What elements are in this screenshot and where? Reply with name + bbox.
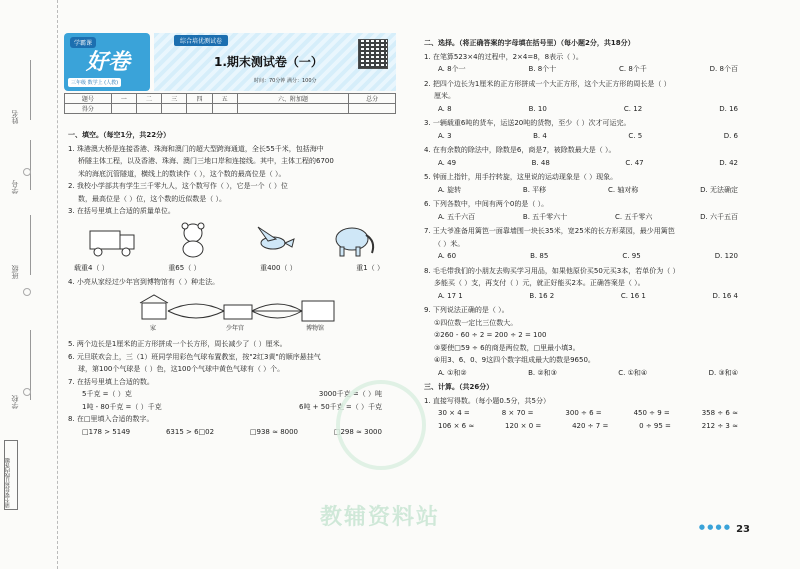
page-dots: ● ● ● ● (698, 523, 730, 531)
question-text: 数，最高位是（ ）位，这个数的近似数是（ ）。 (78, 194, 226, 203)
score-value-row (65, 104, 396, 114)
option: B. 五千零六十 (522, 212, 568, 221)
question-text: 桥隧主体工程，以及香港、珠海、澳门三地口岸和连接线。其中，主体工程的6700 (78, 157, 334, 165)
option: B. 8个十 (528, 65, 557, 73)
option: D. 无法确定 (700, 185, 738, 194)
option-row (438, 158, 738, 169)
calc-item: 5千克 =（ ）克 (82, 390, 132, 398)
table-cell: 二 (136, 94, 161, 104)
option-row (438, 185, 738, 196)
score-input-cell[interactable] (187, 104, 212, 114)
calc-item: 120 × 0 = (505, 421, 542, 430)
binding-id-label: 学号 (11, 180, 19, 194)
route-label-home: 家 (150, 324, 157, 332)
route-diagram (138, 293, 338, 333)
option: C. 8个千 (619, 65, 647, 73)
route-label-youth: 少年宫 (226, 324, 245, 332)
table-cell: 题号 (65, 94, 112, 104)
table-cell: 六、附加题 (237, 94, 348, 104)
qr-code-icon (358, 39, 388, 69)
bird-label: 重400（ ） (260, 263, 297, 272)
watermark-text: 教辅资料站 (320, 505, 441, 530)
option: B. 平移 (522, 185, 547, 194)
option: A. ①和② (438, 368, 467, 377)
calc-item: 6315 > 6□02 (165, 427, 215, 436)
calc-item: 106 × 6 ≈ (438, 421, 475, 430)
question-text: 3. 在括号里填上合适的质量单位。 (68, 207, 175, 215)
route-label-museum: 博物馆 (306, 324, 325, 332)
score-input-cell[interactable] (136, 104, 161, 114)
option: C. ①和④ (618, 368, 648, 377)
calc-row (438, 421, 738, 432)
question-text: 球，第100个气球是（ ）色，这100个气球中黄色气球有（ ）个。 (78, 365, 285, 373)
calc-item: 212 ÷ 3 ≈ (701, 421, 738, 430)
elephant-label: 重1（ ） (356, 263, 384, 272)
truck-label: 载重4（ ） (74, 263, 109, 272)
binding-hole (23, 168, 31, 176)
option-row (438, 212, 738, 223)
right-column (424, 38, 754, 433)
statement: ①四位数一定比三位数大。 (434, 318, 518, 327)
option: A. 17 1 (438, 291, 463, 300)
option: A. 3 (438, 131, 452, 140)
calc-item: 8 × 70 = (501, 409, 534, 417)
table-cell: 总分 (349, 94, 396, 104)
option: C. 95 (622, 252, 641, 260)
option: B. 48 (531, 158, 550, 167)
bear-icon (168, 221, 218, 259)
question-text: 6. 下列各数中，中间有两个0的是（ ）。 (424, 200, 549, 208)
watermark-logo (333, 380, 426, 470)
option-row (438, 104, 738, 115)
question-text: 1. 在笔算523×4的过程中，2×4=8，8表示（ ）。 (424, 52, 583, 61)
exam-header (64, 33, 396, 113)
calc-item: 1吨 - 80千克 =（ ）千克 (82, 402, 162, 411)
option: D. 42 (719, 158, 738, 167)
section-heading: 二、选择。（将正确答案的字母填在括号里）（每小题2分，共18分） (424, 39, 635, 47)
binding-school-label: 学校 (11, 395, 19, 409)
calc-item: 0 ÷ 95 = (639, 421, 671, 430)
option: C. 5 (628, 131, 643, 140)
table-cell: 四 (187, 94, 212, 104)
question-text: 7. 在括号里填上合适的数。 (68, 377, 154, 386)
calc-item: 450 ÷ 9 = (633, 409, 670, 417)
option: A. 旋转 (438, 185, 462, 194)
option: D. 16 4 (712, 291, 738, 300)
question-text: 9. 下列说法正确的是（ ）。 (424, 306, 509, 314)
option: B. 10 (528, 104, 547, 113)
option: D. ③和④ (708, 368, 738, 377)
calc-row (82, 389, 382, 400)
binding-hole (23, 288, 31, 296)
option: A. 8个一 (438, 65, 466, 73)
option-row (438, 291, 738, 302)
option: C. 16 1 (620, 291, 646, 300)
picture-row (88, 221, 378, 259)
calc-item: □178 > 5149 (82, 427, 131, 436)
question-text: 8. 毛毛带我们的小朋友去购买学习用品，如果他原价买50元买3本，若单价为（ ） (424, 266, 680, 275)
question-text: 4. 小亮从家经过少年宫到博物馆有（ ）种走法。 (68, 278, 220, 286)
option: B. 16 2 (529, 291, 555, 300)
binding-line (30, 60, 31, 120)
option: D. 16 (719, 104, 738, 113)
question-text: 5. 钟面上指针，用手拧转旋，这里说的运动现象是（ ）现象。 (424, 173, 618, 181)
score-header-row (65, 94, 396, 104)
section-heading: 三、计算。（共26分） (424, 383, 494, 391)
question-text: 2. 我校小学部共有学生三千零九人，这个数写作（ ），它是一个（ ）位 (68, 182, 288, 190)
statement: ③要使□59 ÷ 6的商是两位数，□里最小填3。 (434, 343, 580, 352)
elephant-icon (328, 221, 378, 259)
title-band (154, 33, 396, 91)
question-text: （ ）米。 (434, 239, 465, 248)
option: D. 6 (723, 131, 738, 140)
question-text: 2. 把四个边长为1厘米的正方形拼成一个大正方形，这个大正方形的周长是（ ） (424, 79, 671, 88)
question-text: 多能买（ ）支，再支付（ ）元，就正好能买2本。正确答案是（ ）。 (434, 279, 645, 287)
option: A. 60 (438, 252, 457, 260)
table-cell: 五 (212, 94, 237, 104)
question-text: 厘米。 (434, 92, 455, 100)
option-row (438, 131, 738, 142)
option: B. 85 (530, 252, 549, 260)
calc-item: 300 ÷ 6 = (565, 409, 602, 417)
option: B. 4 (533, 131, 547, 140)
option: A. 五千六百 (438, 212, 476, 221)
option: C. 轴对称 (607, 185, 639, 194)
question-text: 米的海底沉管隧道，横线上的数读作（ ），这个数的最高位是（ ）。 (78, 169, 286, 178)
option-row (438, 251, 738, 262)
calc-item: 30 × 4 = (438, 409, 470, 417)
binding-name-label: 姓名 (11, 110, 19, 124)
calc-item: □938 ≈ 8000 (249, 427, 299, 436)
binding-warning: 请不要在装订线内答题 (4, 440, 18, 510)
option: D. 120 (714, 252, 738, 260)
table-cell: 得分 (65, 104, 112, 114)
question-text: 4. 在有余数的除法中，除数是6，商是7，被除数最大是（ ）。 (424, 146, 616, 154)
calc-row (438, 408, 738, 419)
score-input-cell[interactable] (237, 104, 348, 114)
binding-class-label: 班级 (11, 265, 19, 279)
grade-tag: 三年级 数学上 (人教) (68, 78, 121, 87)
score-table (64, 93, 396, 114)
calc-row (82, 402, 382, 413)
option: C. 五千零六 (614, 212, 653, 221)
table-cell: 一 (111, 94, 136, 104)
binding-hole (23, 388, 31, 396)
question-text: 3. 一辆载重6吨的货车，运送20吨的货物，至少（ ）次才可运完。 (424, 119, 631, 127)
option: A. 49 (438, 158, 457, 167)
score-input-cell[interactable] (162, 104, 187, 114)
page-title: 1.期末测试卷（一） (214, 55, 323, 69)
bird-icon (248, 221, 298, 259)
section-heading: 一、填空。（每空1分，共22分） (68, 131, 171, 139)
truck-icon (88, 221, 138, 259)
option-row (438, 64, 738, 75)
option-row (438, 368, 738, 379)
binding-line (30, 215, 31, 275)
option: D. 六千五百 (700, 212, 738, 221)
question-text: 8. 在□里填入合适的数字。 (68, 415, 154, 423)
score-input-cell[interactable] (111, 104, 136, 114)
calc-item: 420 ÷ 7 = (572, 421, 609, 430)
logo-text: 好卷 (86, 50, 131, 75)
series-tag: 学霸课 (70, 37, 96, 48)
option: D. 8个百 (709, 65, 738, 73)
band-tag: 综合培优测试卷 (174, 35, 228, 46)
option: C. 12 (623, 104, 643, 113)
picture-labels (74, 263, 384, 274)
calc-item: 358 ÷ 6 ≈ (701, 409, 738, 417)
statement: ④用3、6、0、9这四个数字组成最大的数是9650。 (434, 356, 595, 364)
statement: ②260 - 60 ÷ 2 = 200 ÷ 2 = 100 (434, 331, 547, 339)
question-text: 5. 两个边长是1厘米的正方形拼成一个长方形，周长减少了（ ）厘米。 (68, 340, 287, 348)
option: B. ②和③ (528, 368, 557, 377)
calc-item: 6吨 + 50千克 =（ ）千克 (299, 402, 382, 411)
bear-label: 重65（ ） (168, 263, 201, 272)
score-input-cell[interactable] (349, 104, 396, 114)
question-text: 7. 王大爷准备用篱笆一面靠墙围一块长35米，宽25米的长方形菜园，最少用篱笆 (424, 227, 675, 235)
calc-item: □298 ≈ 3000 (333, 427, 382, 436)
binding-margin (0, 0, 58, 569)
option: C. 47 (625, 158, 644, 167)
option: A. 8 (438, 104, 452, 113)
table-cell: 三 (162, 94, 187, 104)
score-input-cell[interactable] (212, 104, 237, 114)
page-number: 23 (736, 524, 750, 535)
calc-item: 3000千克 =（ ）吨 (318, 390, 382, 398)
binding-line (30, 140, 31, 190)
question-text: 1. 直接写得数。（每小题0.5分，共5分） (424, 396, 550, 405)
question-text: 6. 元旦联欢会上，三（1）班同学用彩色气球布置教室，按"2红3黄"的顺序悬挂气 (68, 352, 321, 361)
question-text: 1. 珠港澳大桥是连接香港、珠海和澳门的超大型跨海通道，全长55千米，包括海中 (68, 144, 324, 153)
exam-meta: 时间：70分钟 满分：100分 (254, 78, 317, 84)
series-logo (64, 33, 150, 91)
